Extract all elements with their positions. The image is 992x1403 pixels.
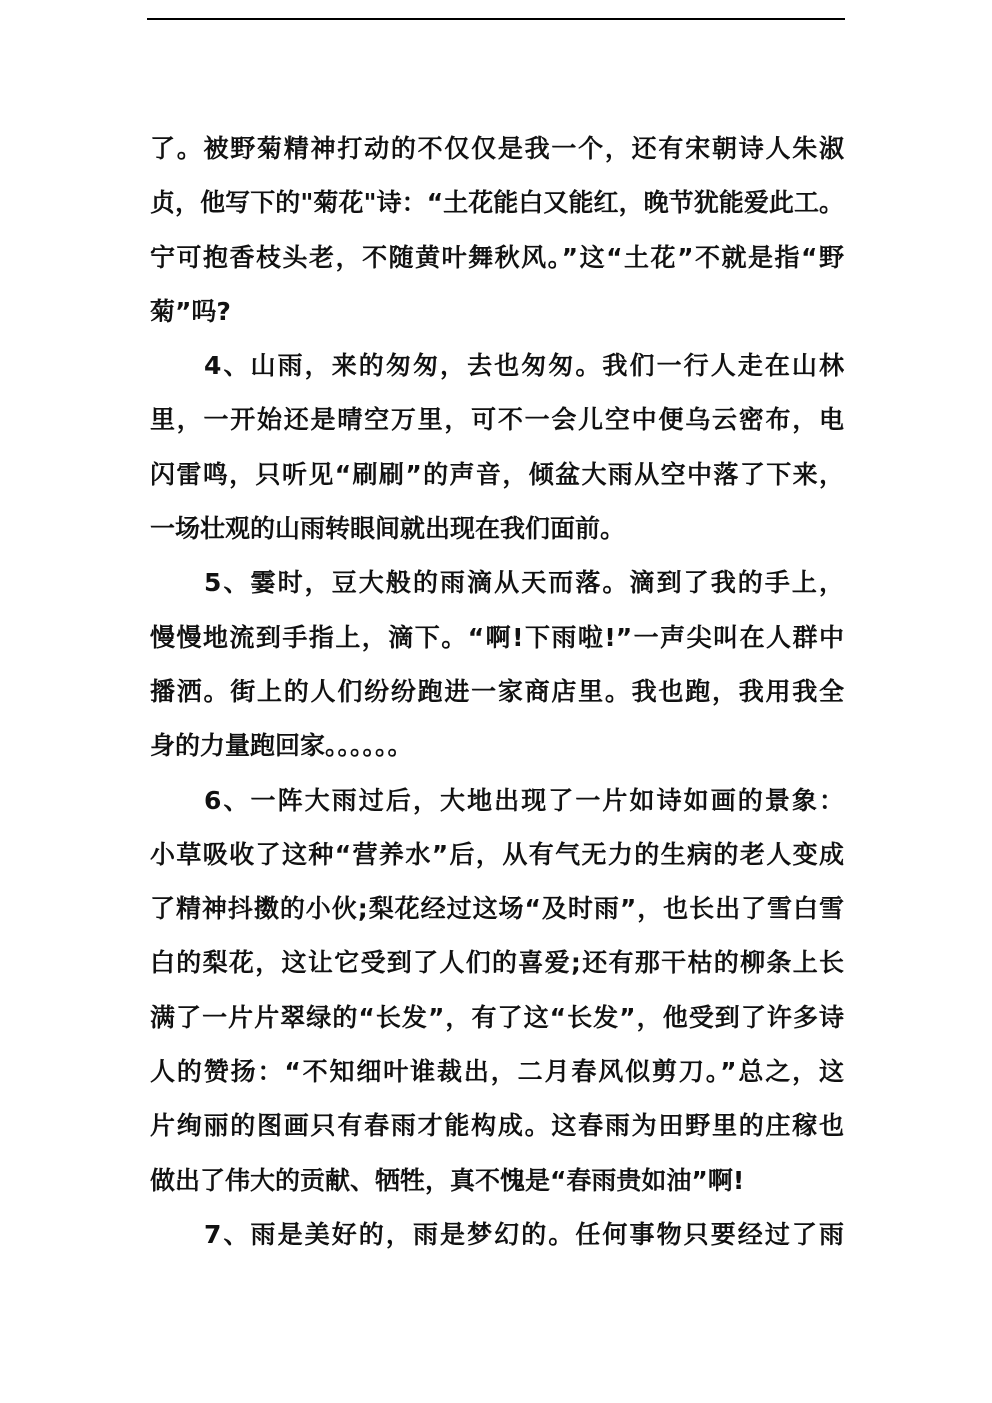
paragraph-5 [150, 556, 844, 773]
paragraph-7 [150, 1208, 844, 1262]
text-line: 播洒。街上的人们纷纷跑进一家商店里。我也跑，我用我全 [150, 676, 844, 706]
text-line: 宁可抱香枝头老，不随黄叶舞秋风。”这“土花”不就是指“野 [150, 242, 844, 272]
document-page [150, 122, 844, 1262]
text-line: 贞，他写下的"菊花"诗：“土花能白又能红，晚节犹能爱此工。 [150, 188, 844, 218]
text-line: 片绚丽的图画只有春雨才能构成。这春雨为田野里的庄稼也 [150, 1111, 844, 1141]
paragraph-continuation [150, 122, 844, 339]
text-line: 做出了伟大的贡献、牺牲，真不愧是“春雨贵如油”啊! [150, 1165, 745, 1195]
text-line: 一场壮观的山雨转眼间就出现在我们面前。 [150, 514, 626, 544]
paragraph-4 [150, 339, 844, 556]
text-line: 满了一片片翠绿的“长发”，有了这“长发”，他受到了许多诗 [150, 1002, 844, 1032]
text-line: 5、霎时，豆大般的雨滴从天而落。滴到了我的手上， [204, 568, 844, 598]
header-rule [147, 18, 845, 20]
text-line: 6、一阵大雨过后，大地出现了一片如诗如画的景象： [204, 785, 844, 815]
text-line: 4、山雨，来的匆匆，去也匆匆。我们一行人走在山林 [204, 351, 844, 381]
text-line: 菊”吗? [150, 296, 231, 326]
text-line: 慢慢地流到手指上，滴下。“啊!下雨啦!”一声尖叫在人群中 [150, 622, 844, 652]
text-line: 7、雨是美好的，雨是梦幻的。任何事物只要经过了雨 [204, 1219, 844, 1249]
text-line: 了。被野菊精神打动的不仅仅是我一个，还有宋朝诗人朱淑 [150, 134, 844, 163]
text-line: 白的梨花，这让它受到了人们的喜爱;还有那干枯的柳条上长 [150, 948, 844, 978]
text-line: 里，一开始还是晴空万里，可不一会儿空中便乌云密布，电 [150, 405, 844, 435]
paragraph-6 [150, 774, 844, 1208]
text-line: 人的赞扬：“不知细叶谁裁出，二月春风似剪刀。”总之，这 [150, 1057, 844, 1087]
text-line: 小草吸收了这种“营养水”后，从有气无力的生病的老人变成 [150, 839, 844, 869]
text-line: 闪雷鸣，只听见“刷刷”的声音，倾盆大雨从空中落了下来， [150, 459, 844, 489]
text-line: 身的力量跑回家。。。。。。 [150, 731, 413, 761]
text-line: 了精神抖擞的小伙;梨花经过这场“及时雨”，也长出了雪白雪 [150, 894, 844, 924]
